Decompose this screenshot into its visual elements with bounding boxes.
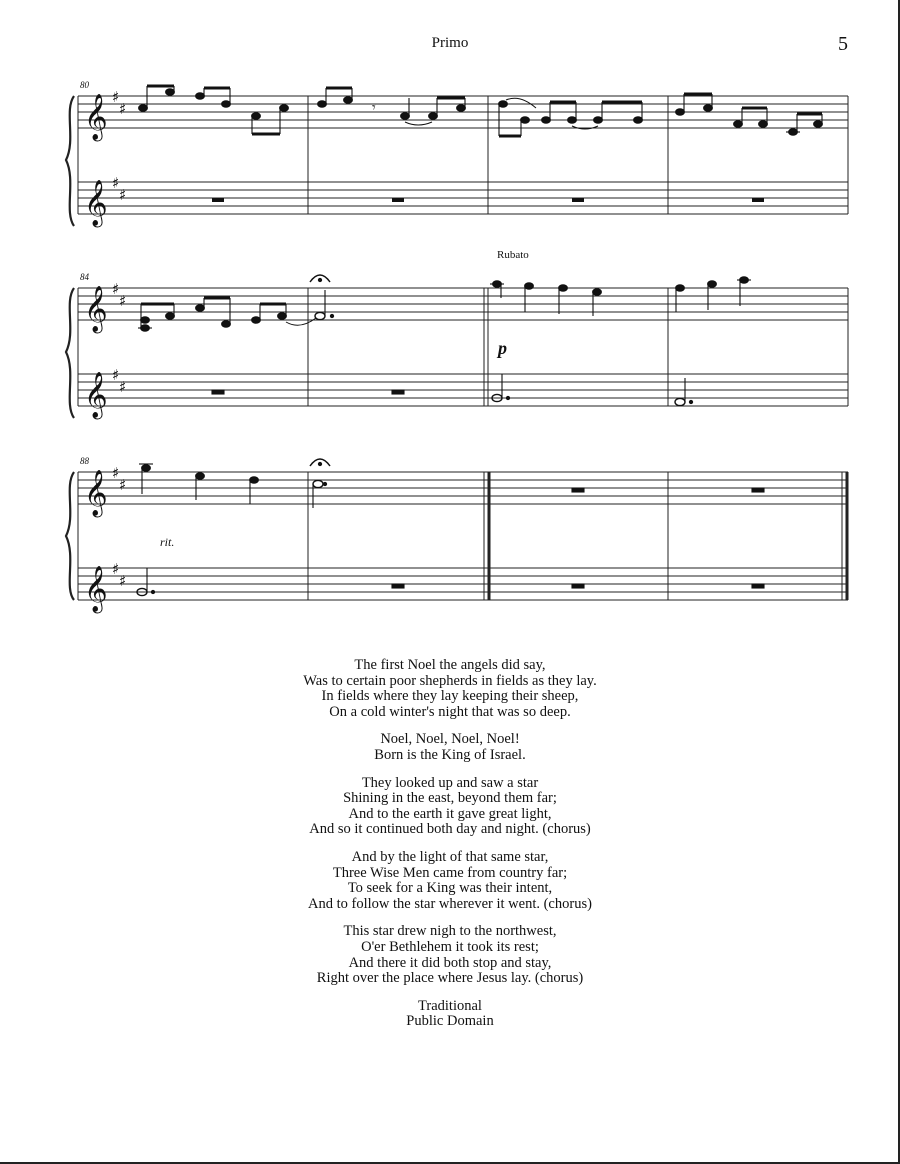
lyric-line: They looked up and saw a star: [361, 774, 539, 791]
key-signature: ♯: [119, 186, 127, 204]
key-signature: ♯: [112, 366, 120, 384]
key-signature: ♯: [112, 280, 120, 298]
lyric-line: And by the light of that same star,: [351, 848, 549, 865]
treble-staff-upper: [78, 96, 848, 128]
lyric-line: Noel, Noel, Noel, Noel!: [380, 731, 520, 748]
system-3: [66, 472, 848, 600]
lyric-line: And to follow the star wherever it went. (chorus): [308, 895, 592, 912]
lyric-line: To seek for a King was their intent,: [347, 880, 553, 897]
key-signature: ♯: [119, 572, 127, 590]
tempo-marking: Rubato: [497, 249, 529, 261]
lyric-line: On a cold winter's night that was so deep.: [329, 703, 571, 720]
lyric-line: Right over the place where Jesus lay. (chorus): [316, 970, 584, 987]
lyric-line: The first Noel the angels did say,: [354, 657, 546, 673]
treble-staff-lower: [78, 568, 848, 600]
treble-clef: 𝄞: [84, 286, 108, 332]
notes-system-2: [138, 275, 751, 331]
key-signature: ♯: [119, 292, 127, 310]
credits: [0, 999, 900, 1030]
treble-staff-upper: [78, 472, 848, 504]
dynamic-marking: p: [498, 338, 507, 358]
page-number: 5: [838, 33, 848, 55]
lyric-line: This star drew nigh to the northwest,: [343, 923, 557, 940]
treble-staff-upper: [78, 288, 848, 320]
stanza-verse-3: [0, 850, 900, 912]
credit-author: Traditional: [418, 997, 482, 1014]
treble-clef: 𝄞: [84, 180, 108, 226]
treble-clef: 𝄞: [84, 372, 108, 418]
stanza-chorus: [0, 732, 900, 763]
lyric-line: In fields where they lay keeping their sheep,: [321, 688, 579, 705]
credit-license: Public Domain: [406, 1013, 494, 1030]
expression-marking: rit.: [160, 535, 175, 549]
lyric-line: Shining in the east, beyond them far;: [343, 790, 557, 807]
lyric-line: Was to certain poor shepherds in fields as they lay.: [303, 672, 597, 689]
key-signature: ♯: [112, 174, 120, 192]
lyric-line: Born is the King of Israel.: [374, 746, 526, 763]
key-signature: ♯: [119, 378, 127, 396]
measure-number: 84: [80, 272, 89, 282]
lyric-line: And to the earth it gave great light,: [348, 805, 552, 822]
key-signature: ♯: [112, 88, 120, 106]
lower-notes-system-3: [137, 568, 764, 596]
treble-clef: 𝄞: [84, 566, 108, 612]
treble-clef: 𝄞: [84, 470, 108, 516]
key-signature: ♯: [119, 100, 127, 118]
treble-staff-lower: [78, 374, 848, 406]
svg-text:𝄾: 𝄾: [372, 101, 376, 116]
brace: [66, 96, 74, 226]
lyrics: [0, 658, 900, 1030]
treble-staff-lower: [78, 182, 848, 214]
treble-clef: 𝄞: [84, 94, 108, 140]
stanza-verse-1: [0, 658, 900, 720]
lyric-line: Three Wise Men came from country far;: [332, 864, 568, 881]
brace: [66, 472, 74, 600]
key-signature: ♯: [112, 560, 120, 578]
brace: [66, 288, 74, 418]
notes-system-3: [139, 459, 764, 508]
key-signature: ♯: [112, 464, 120, 482]
measure-number: 80: [80, 80, 89, 90]
lyric-line: And there it did both stop and stay,: [348, 954, 552, 971]
lyric-line: O'er Bethlehem it took its rest;: [361, 938, 539, 955]
lyric-line: And so it continued both day and night. (chorus): [309, 821, 591, 838]
key-signature: ♯: [119, 476, 127, 494]
part-label: Primo: [431, 35, 469, 51]
measure-number: 88: [80, 456, 89, 466]
system-2: [66, 288, 848, 418]
stanza-verse-4: [0, 924, 900, 986]
system-1: [66, 96, 848, 226]
stanza-verse-2: [0, 776, 900, 838]
